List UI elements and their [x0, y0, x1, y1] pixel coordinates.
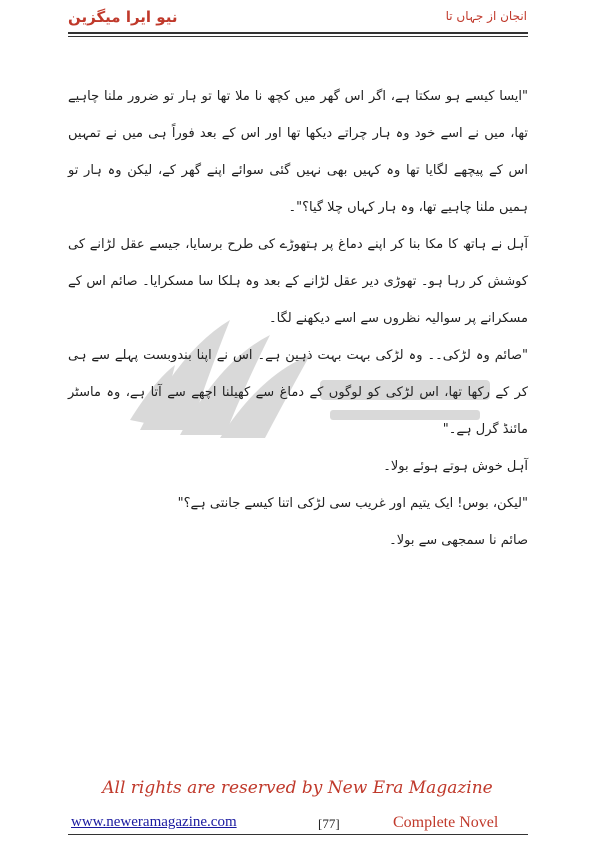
header-divider-thin: [68, 36, 528, 37]
magazine-name: نیو ایرا میگزین: [68, 8, 178, 26]
rights-notice: All rights are reserved by New Era Magazine: [102, 778, 493, 798]
novel-title: انجان از جہاں تا: [445, 9, 527, 23]
paragraph: "لیکن، بوس! ایک یتیم اور غریب سی لڑکی اتنا کیسے جانتی ہے؟": [177, 496, 528, 511]
complete-novel-label: Complete Novel: [393, 814, 499, 831]
paragraph: "صائم وہ لڑکی۔۔ وہ لڑکی بہت بہت ذہین ہے۔ اس نے اپنا بندوبست پہلے سے ہی کر کے رکھا تھا، اس لڑکی کو لوگوں کے دماغ سے کھیلنا اچھے سے آتا ہے، وہ ماسٹر مائنڈ گرل ہے۔": [68, 348, 528, 437]
paragraph: "ایسا کیسے ہو سکتا ہے، اگر اس گھر میں کچھ نا ملا تھا تو ہار تو ضرور ملنا چاہیے تھا، میں نے اسے خود وہ ہار چراتے دیکھا تھا اور اس کے بعد فوراً ہی میں نے تمہیں اس کے پیچھے لگایا تھا وہ کہیں بھی نہیں گئی سوائے اپنے گھر کے، لیکن وہ ہار تو ہمیں ملنا چاہیے تھا، وہ ہار کہاں چلا گیا؟"۔: [68, 89, 528, 215]
paragraph: صائم نا سمجھی سے بولا۔: [389, 533, 528, 548]
website-link[interactable]: www.neweramagazine.com: [71, 814, 237, 830]
footer-divider: [68, 834, 528, 835]
page-number: [77]: [318, 816, 340, 831]
novel-body: [68, 78, 528, 559]
paragraph: آہل خوش ہوتے ہوئے بولا۔: [383, 459, 528, 474]
header-divider-thick: [68, 32, 528, 34]
paragraph: آہل نے ہاتھ کا مکا بنا کر اپنے دماغ پر ہتھوڑے کی طرح برسایا، جیسے عقل لڑانے کی کوشش کر رہا ہو۔ تھوڑی دیر عقل لڑانے کے بعد وہ ہلکا سا مسکرایا۔ صائم اس کے مسکرانے پر سوالیہ نظروں سے اسے دیکھنے لگا۔: [68, 237, 528, 326]
